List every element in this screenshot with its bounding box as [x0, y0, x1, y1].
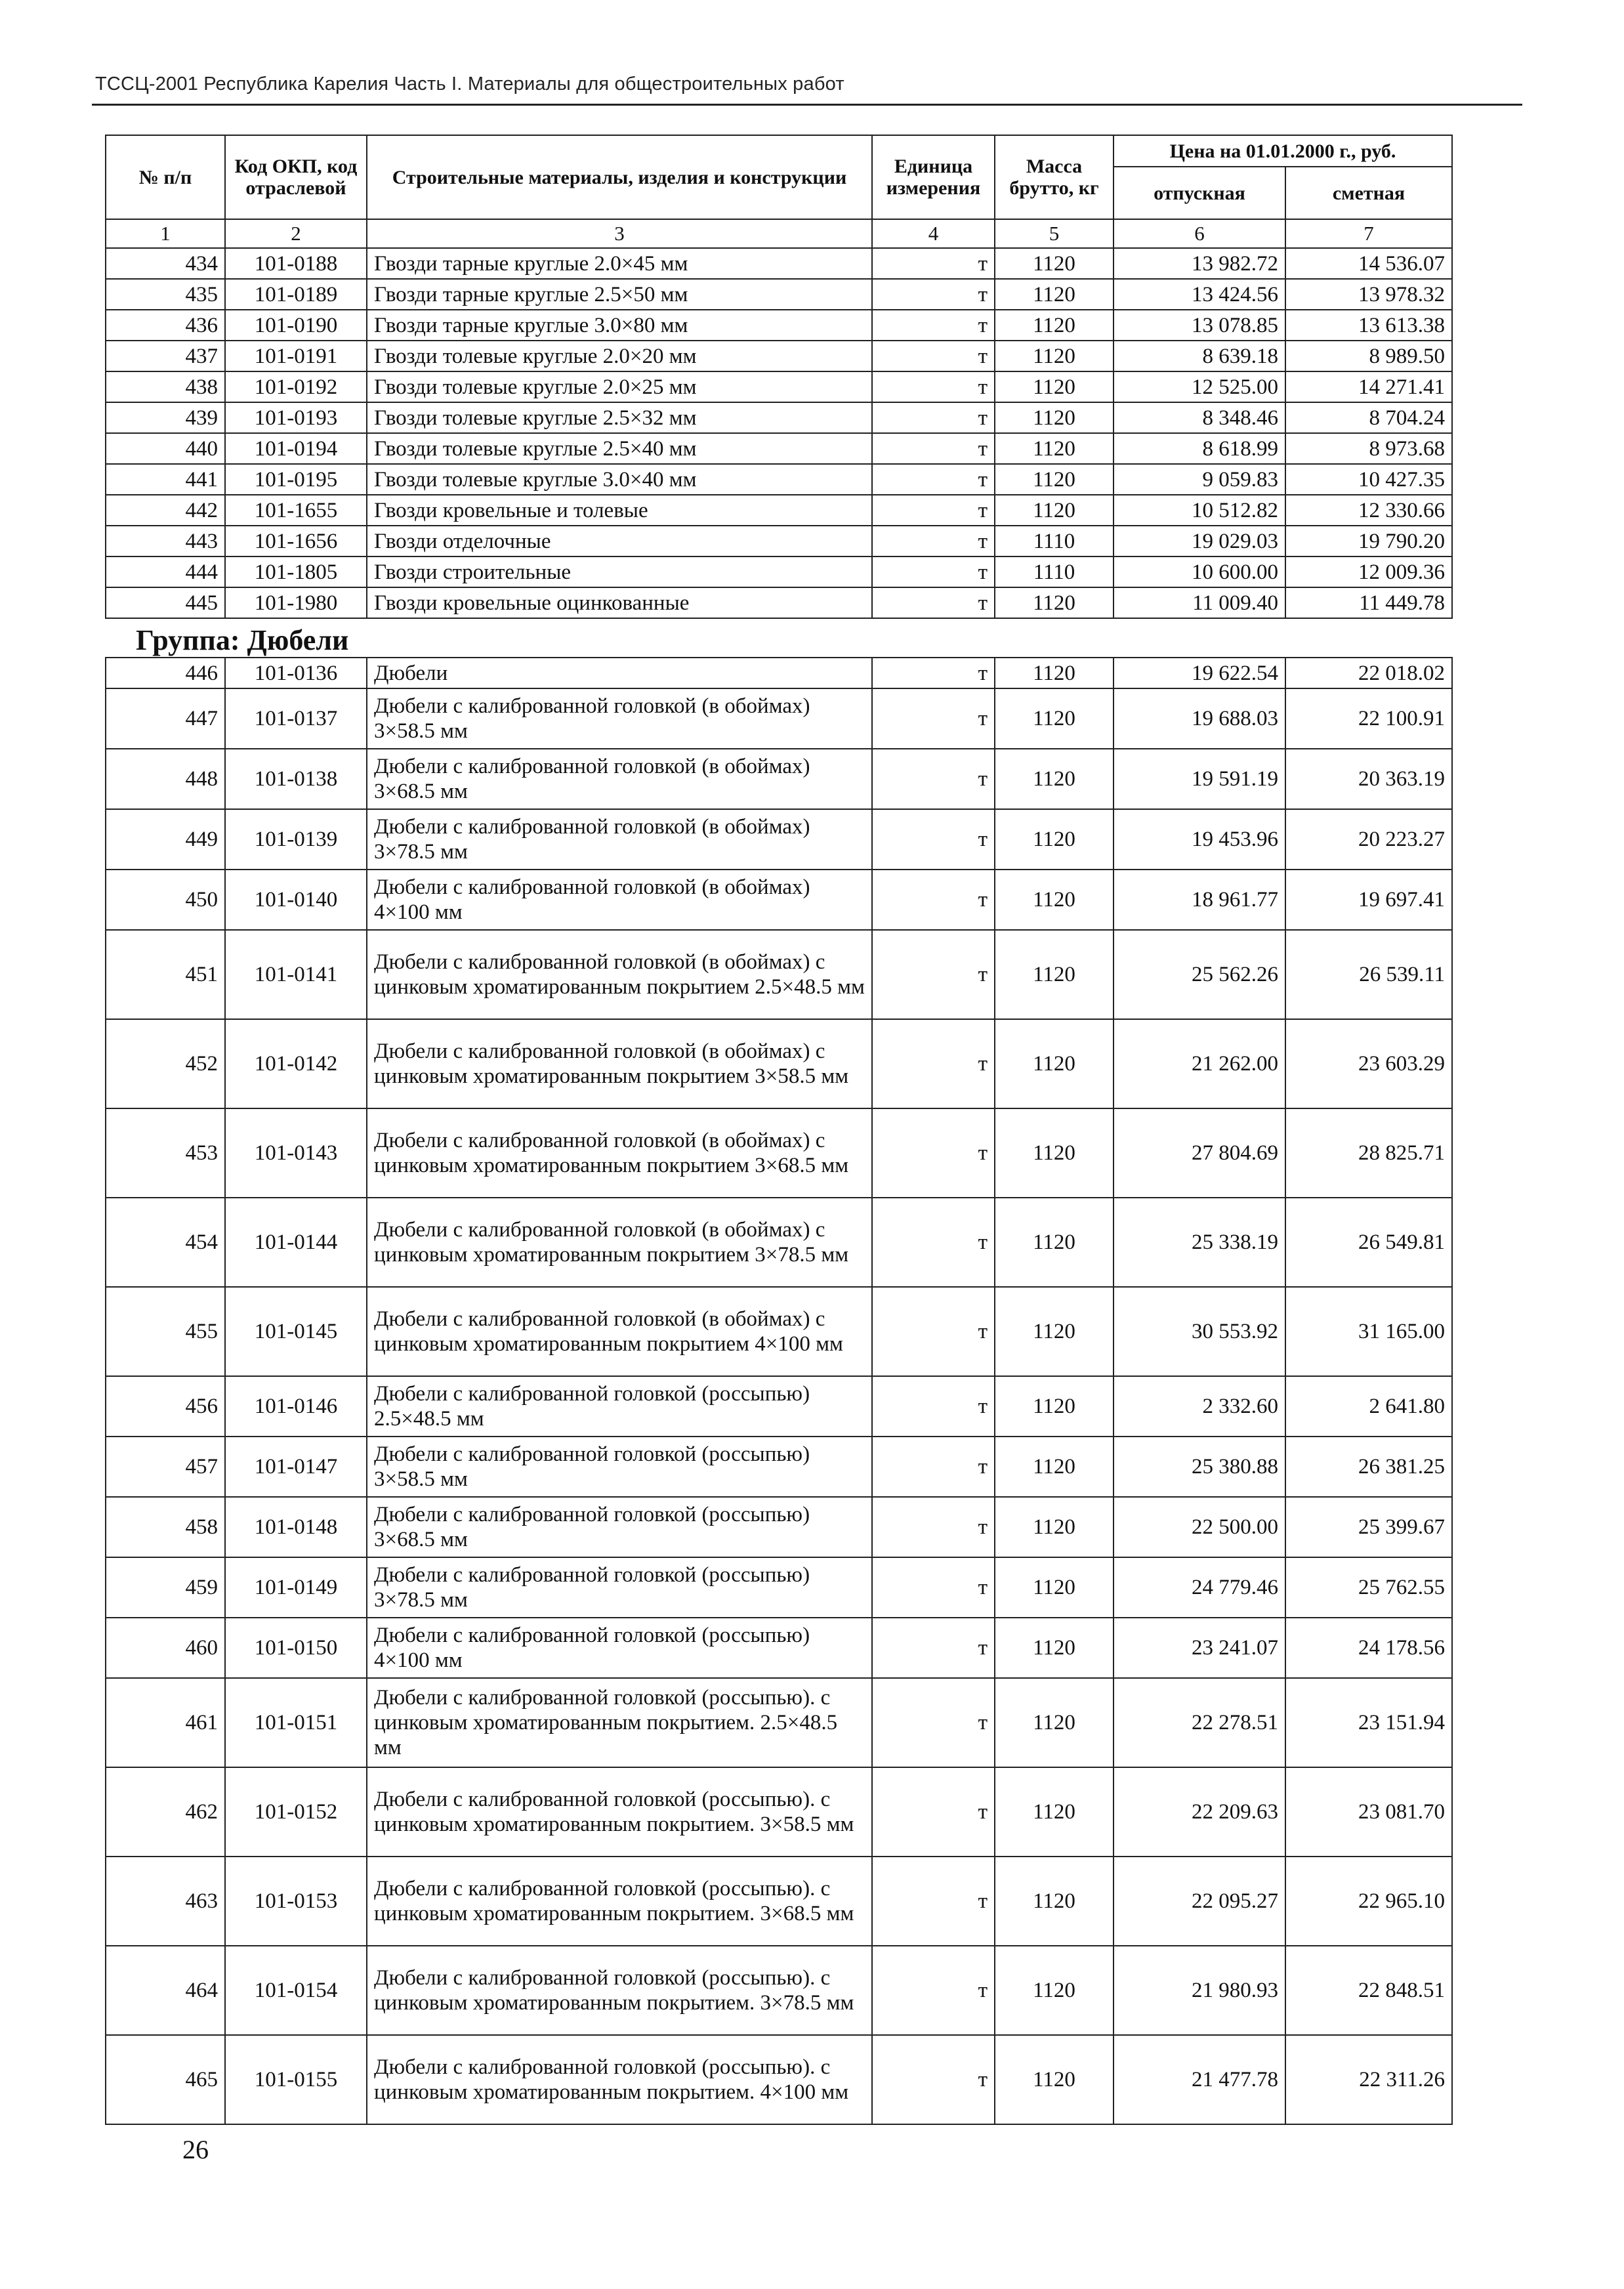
table-row [106, 341, 1452, 371]
gross-mass: 1120 [995, 1287, 1114, 1376]
gross-mass: 1120 [995, 870, 1114, 930]
price-estimate: 11 449.78 [1285, 587, 1452, 618]
price-estimate: 8 989.50 [1285, 341, 1452, 371]
price-release: 8 618.99 [1114, 433, 1285, 464]
material-name: Гвозди толевые круглые 3.0×40 мм [367, 464, 872, 495]
price-release: 25 338.19 [1114, 1198, 1285, 1287]
okp-code: 101-0138 [225, 749, 367, 809]
group-section [106, 618, 1452, 658]
gross-mass: 1120 [995, 1618, 1114, 1678]
column-number: 1 [106, 219, 225, 248]
row-number: 440 [106, 433, 225, 464]
material-name: Гвозди строительные [367, 556, 872, 587]
unit-of-measure: т [872, 1857, 995, 1946]
row-number: 460 [106, 1618, 225, 1678]
okp-code: 101-1805 [225, 556, 367, 587]
okp-code: 101-0152 [225, 1767, 367, 1857]
row-number: 441 [106, 464, 225, 495]
price-estimate: 25 762.55 [1285, 1557, 1452, 1618]
table-row [106, 1618, 1452, 1678]
row-number: 465 [106, 2035, 225, 2124]
okp-code: 101-0195 [225, 464, 367, 495]
price-estimate: 13 613.38 [1285, 310, 1452, 341]
price-estimate: 23 151.94 [1285, 1678, 1452, 1767]
gross-mass: 1120 [995, 248, 1114, 279]
gross-mass: 1120 [995, 371, 1114, 402]
gross-mass: 1120 [995, 1857, 1114, 1946]
row-number: 454 [106, 1198, 225, 1287]
unit-of-measure: т [872, 433, 995, 464]
price-estimate: 25 399.67 [1285, 1497, 1452, 1557]
material-name: Дюбели с калиброванной головкой (в обоймах) 4×100 мм [367, 870, 872, 930]
table-row [106, 1376, 1452, 1437]
price-estimate: 22 311.26 [1285, 2035, 1452, 2124]
gross-mass: 1120 [995, 930, 1114, 1019]
table-row [106, 809, 1452, 870]
row-number: 444 [106, 556, 225, 587]
price-estimate: 22 965.10 [1285, 1857, 1452, 1946]
unit-of-measure: т [872, 1497, 995, 1557]
material-name: Гвозди толевые круглые 2.0×25 мм [367, 371, 872, 402]
header-mass: Масса брутто, кг [995, 135, 1114, 219]
price-release: 13 424.56 [1114, 279, 1285, 310]
unit-of-measure: т [872, 495, 995, 526]
price-table [105, 135, 1453, 2125]
price-estimate: 20 363.19 [1285, 749, 1452, 809]
header-price-estimate: сметная [1285, 167, 1452, 219]
gross-mass: 1120 [995, 1108, 1114, 1198]
row-number: 463 [106, 1857, 225, 1946]
price-release: 19 453.96 [1114, 809, 1285, 870]
column-number-row [106, 219, 1452, 248]
okp-code: 101-0144 [225, 1198, 367, 1287]
gross-mass: 1120 [995, 2035, 1114, 2124]
column-number: 6 [1114, 219, 1285, 248]
okp-code: 101-1980 [225, 587, 367, 618]
okp-code: 101-0136 [225, 658, 367, 688]
gross-mass: 1120 [995, 495, 1114, 526]
material-name: Дюбели с калиброванной головкой (россыпью) 2.5×48.5 мм [367, 1376, 872, 1437]
price-release: 21 477.78 [1114, 2035, 1285, 2124]
price-estimate: 22 018.02 [1285, 658, 1452, 688]
gross-mass: 1120 [995, 433, 1114, 464]
gross-mass: 1120 [995, 1767, 1114, 1857]
row-number: 456 [106, 1376, 225, 1437]
price-release: 11 009.40 [1114, 587, 1285, 618]
price-release: 27 804.69 [1114, 1108, 1285, 1198]
group-title: Группа: Дюбели [106, 618, 1452, 658]
gross-mass: 1120 [995, 402, 1114, 433]
material-name: Дюбели с калиброванной головкой (россыпью). с цинковым хроматированным покрытием. 2.5×48.5 мм [367, 1678, 872, 1767]
table-row [106, 658, 1452, 688]
okp-code: 101-0147 [225, 1437, 367, 1497]
price-estimate: 20 223.27 [1285, 809, 1452, 870]
material-name: Дюбели с калиброванной головкой (в обоймах) с цинковым хроматированным покрытием 2.5×48.5 мм [367, 930, 872, 1019]
gross-mass: 1120 [995, 341, 1114, 371]
table-row [106, 248, 1452, 279]
unit-of-measure: т [872, 809, 995, 870]
okp-code: 101-0143 [225, 1108, 367, 1198]
price-release: 9 059.83 [1114, 464, 1285, 495]
price-release: 25 562.26 [1114, 930, 1285, 1019]
okp-code: 101-0193 [225, 402, 367, 433]
gross-mass: 1120 [995, 464, 1114, 495]
row-number: 459 [106, 1557, 225, 1618]
table-row [106, 1019, 1452, 1108]
row-number: 451 [106, 930, 225, 1019]
price-estimate: 23 603.29 [1285, 1019, 1452, 1108]
price-estimate: 14 271.41 [1285, 371, 1452, 402]
row-number: 453 [106, 1108, 225, 1198]
price-estimate: 12 330.66 [1285, 495, 1452, 526]
table-row [106, 587, 1452, 618]
row-number: 434 [106, 248, 225, 279]
row-number: 446 [106, 658, 225, 688]
table-row [106, 371, 1452, 402]
unit-of-measure: т [872, 587, 995, 618]
unit-of-measure: т [872, 930, 995, 1019]
row-number: 447 [106, 688, 225, 749]
nails-rows [106, 248, 1452, 618]
gross-mass: 1120 [995, 279, 1114, 310]
unit-of-measure: т [872, 688, 995, 749]
gross-mass: 1120 [995, 658, 1114, 688]
column-number: 7 [1285, 219, 1452, 248]
gross-mass: 1120 [995, 1437, 1114, 1497]
okp-code: 101-1655 [225, 495, 367, 526]
material-name: Дюбели с калиброванной головкой (в обоймах) 3×58.5 мм [367, 688, 872, 749]
header-price-group: Цена на 01.01.2000 г., руб. [1114, 135, 1452, 167]
okp-code: 101-0140 [225, 870, 367, 930]
unit-of-measure: т [872, 1946, 995, 2035]
price-release: 19 688.03 [1114, 688, 1285, 749]
unit-of-measure: т [872, 1437, 995, 1497]
table-row [106, 2035, 1452, 2124]
gross-mass: 1110 [995, 556, 1114, 587]
table-row [106, 402, 1452, 433]
gross-mass: 1120 [995, 1497, 1114, 1557]
price-estimate: 22 100.91 [1285, 688, 1452, 749]
row-number: 443 [106, 526, 225, 556]
price-release: 10 512.82 [1114, 495, 1285, 526]
material-name: Гвозди тарные круглые 3.0×80 мм [367, 310, 872, 341]
gross-mass: 1120 [995, 1678, 1114, 1767]
material-name: Дюбели с калиброванной головкой (россыпью). с цинковым хроматированным покрытием. 4×100 мм [367, 2035, 872, 2124]
unit-of-measure: т [872, 371, 995, 402]
table-row [106, 464, 1452, 495]
price-release: 22 209.63 [1114, 1767, 1285, 1857]
price-release: 21 980.93 [1114, 1946, 1285, 2035]
header-num: № п/п [106, 135, 225, 219]
unit-of-measure: т [872, 1198, 995, 1287]
unit-of-measure: т [872, 2035, 995, 2124]
page-header-title: ТССЦ-2001 Республика Карелия Часть I. Материалы для общестроительных работ [95, 74, 844, 94]
table-row [106, 433, 1452, 464]
material-name: Гвозди толевые круглые 2.5×32 мм [367, 402, 872, 433]
material-name: Гвозди кровельные оцинкованные [367, 587, 872, 618]
price-estimate: 13 978.32 [1285, 279, 1452, 310]
unit-of-measure: т [872, 1767, 995, 1857]
gross-mass: 1120 [995, 587, 1114, 618]
unit-of-measure: т [872, 870, 995, 930]
material-name: Гвозди тарные круглые 2.5×50 мм [367, 279, 872, 310]
material-name: Дюбели с калиброванной головкой (в обоймах) с цинковым хроматированным покрытием 3×58.5 мм [367, 1019, 872, 1108]
okp-code: 101-0149 [225, 1557, 367, 1618]
material-name: Дюбели с калиброванной головкой (россыпью). с цинковым хроматированным покрытием. 3×78.5 мм [367, 1946, 872, 2035]
okp-code: 101-0191 [225, 341, 367, 371]
gross-mass: 1110 [995, 526, 1114, 556]
price-release: 8 639.18 [1114, 341, 1285, 371]
material-name: Гвозди толевые круглые 2.5×40 мм [367, 433, 872, 464]
material-name: Дюбели с калиброванной головкой (россыпью) 3×68.5 мм [367, 1497, 872, 1557]
price-estimate: 26 539.11 [1285, 930, 1452, 1019]
table-row [106, 1857, 1452, 1946]
material-name: Дюбели [367, 658, 872, 688]
price-estimate: 8 973.68 [1285, 433, 1452, 464]
table-row [106, 495, 1452, 526]
unit-of-measure: т [872, 464, 995, 495]
unit-of-measure: т [872, 526, 995, 556]
price-estimate: 10 427.35 [1285, 464, 1452, 495]
table-row [106, 870, 1452, 930]
gross-mass: 1120 [995, 688, 1114, 749]
okp-code: 101-0153 [225, 1857, 367, 1946]
material-name: Дюбели с калиброванной головкой (россыпью). с цинковым хроматированным покрытием. 3×68.5 мм [367, 1857, 872, 1946]
price-release: 18 961.77 [1114, 870, 1285, 930]
unit-of-measure: т [872, 1108, 995, 1198]
header-price-release: отпускная [1114, 167, 1285, 219]
price-release: 19 029.03 [1114, 526, 1285, 556]
table-row [106, 1946, 1452, 2035]
okp-code: 101-0148 [225, 1497, 367, 1557]
okp-code: 101-0192 [225, 371, 367, 402]
row-number: 437 [106, 341, 225, 371]
table-row [106, 1287, 1452, 1376]
unit-of-measure: т [872, 1376, 995, 1437]
header-unit: Единица измерения [872, 135, 995, 219]
gross-mass: 1120 [995, 809, 1114, 870]
okp-code: 101-0194 [225, 433, 367, 464]
row-number: 435 [106, 279, 225, 310]
material-name: Гвозди отделочные [367, 526, 872, 556]
price-estimate: 26 381.25 [1285, 1437, 1452, 1497]
table-row [106, 930, 1452, 1019]
header-rule [92, 104, 1522, 106]
table-row [106, 688, 1452, 749]
unit-of-measure: т [872, 310, 995, 341]
unit-of-measure: т [872, 402, 995, 433]
okp-code: 101-0154 [225, 1946, 367, 2035]
price-estimate: 14 536.07 [1285, 248, 1452, 279]
gross-mass: 1120 [995, 310, 1114, 341]
okp-code: 101-0145 [225, 1287, 367, 1376]
table-row [106, 526, 1452, 556]
gross-mass: 1120 [995, 1557, 1114, 1618]
price-release: 19 591.19 [1114, 749, 1285, 809]
price-release: 30 553.92 [1114, 1287, 1285, 1376]
gross-mass: 1120 [995, 1019, 1114, 1108]
price-estimate: 19 790.20 [1285, 526, 1452, 556]
table-row [106, 1767, 1452, 1857]
material-name: Дюбели с калиброванной головкой (россыпью) 4×100 мм [367, 1618, 872, 1678]
okp-code: 101-0146 [225, 1376, 367, 1437]
unit-of-measure: т [872, 556, 995, 587]
row-number: 445 [106, 587, 225, 618]
price-release: 13 982.72 [1114, 248, 1285, 279]
table-row [106, 1198, 1452, 1287]
table-row [106, 279, 1452, 310]
okp-code: 101-0137 [225, 688, 367, 749]
unit-of-measure: т [872, 1678, 995, 1767]
price-estimate: 22 848.51 [1285, 1946, 1452, 2035]
unit-of-measure: т [872, 749, 995, 809]
price-estimate: 2 641.80 [1285, 1376, 1452, 1437]
unit-of-measure: т [872, 1019, 995, 1108]
price-release: 8 348.46 [1114, 402, 1285, 433]
column-number: 2 [225, 219, 367, 248]
unit-of-measure: т [872, 279, 995, 310]
gross-mass: 1120 [995, 1946, 1114, 2035]
row-number: 439 [106, 402, 225, 433]
column-number: 5 [995, 219, 1114, 248]
material-name: Гвозди тарные круглые 2.0×45 мм [367, 248, 872, 279]
price-estimate: 23 081.70 [1285, 1767, 1452, 1857]
table-row [106, 310, 1452, 341]
price-estimate: 19 697.41 [1285, 870, 1452, 930]
unit-of-measure: т [872, 248, 995, 279]
table-row [106, 1678, 1452, 1767]
unit-of-measure: т [872, 1618, 995, 1678]
unit-of-measure: т [872, 1287, 995, 1376]
group-row [106, 618, 1452, 658]
price-release: 23 241.07 [1114, 1618, 1285, 1678]
row-number: 449 [106, 809, 225, 870]
row-number: 436 [106, 310, 225, 341]
price-estimate: 28 825.71 [1285, 1108, 1452, 1198]
row-number: 438 [106, 371, 225, 402]
okp-code: 101-1656 [225, 526, 367, 556]
table-row [106, 749, 1452, 809]
material-name: Дюбели с калиброванной головкой (в обоймах) 3×68.5 мм [367, 749, 872, 809]
header-code: Код ОКП, код отраслевой [225, 135, 367, 219]
okp-code: 101-0141 [225, 930, 367, 1019]
price-release: 10 600.00 [1114, 556, 1285, 587]
unit-of-measure: т [872, 341, 995, 371]
row-number: 461 [106, 1678, 225, 1767]
gross-mass: 1120 [995, 1198, 1114, 1287]
price-release: 22 095.27 [1114, 1857, 1285, 1946]
row-number: 457 [106, 1437, 225, 1497]
price-release: 19 622.54 [1114, 658, 1285, 688]
price-release: 21 262.00 [1114, 1019, 1285, 1108]
material-name: Гвозди толевые круглые 2.0×20 мм [367, 341, 872, 371]
material-name: Дюбели с калиброванной головкой (в обоймах) с цинковым хроматированным покрытием 3×78.5 мм [367, 1198, 872, 1287]
okp-code: 101-0151 [225, 1678, 367, 1767]
okp-code: 101-0142 [225, 1019, 367, 1108]
price-estimate: 12 009.36 [1285, 556, 1452, 587]
row-number: 450 [106, 870, 225, 930]
column-number: 4 [872, 219, 995, 248]
row-number: 464 [106, 1946, 225, 2035]
column-number: 3 [367, 219, 872, 248]
price-release: 22 278.51 [1114, 1678, 1285, 1767]
price-estimate: 26 549.81 [1285, 1198, 1452, 1287]
header-name: Строительные материалы, изделия и конструкции [367, 135, 872, 219]
row-number: 442 [106, 495, 225, 526]
material-name: Гвозди кровельные и толевые [367, 495, 872, 526]
okp-code: 101-0150 [225, 1618, 367, 1678]
price-release: 2 332.60 [1114, 1376, 1285, 1437]
material-name: Дюбели с калиброванной головкой (в обоймах) с цинковым хроматированным покрытием 4×100 мм [367, 1287, 872, 1376]
page-number: 26 [182, 2135, 209, 2164]
okp-code: 101-0189 [225, 279, 367, 310]
price-release: 24 779.46 [1114, 1557, 1285, 1618]
material-name: Дюбели с калиброванной головкой (россыпью) 3×58.5 мм [367, 1437, 872, 1497]
okp-code: 101-0190 [225, 310, 367, 341]
price-release: 13 078.85 [1114, 310, 1285, 341]
row-number: 458 [106, 1497, 225, 1557]
material-name: Дюбели с калиброванной головкой (россыпью). с цинковым хроматированным покрытием. 3×58.5 мм [367, 1767, 872, 1857]
table-row [106, 1437, 1452, 1497]
dowel-rows [106, 658, 1452, 2124]
row-number: 462 [106, 1767, 225, 1857]
row-number: 448 [106, 749, 225, 809]
unit-of-measure: т [872, 1557, 995, 1618]
material-name: Дюбели с калиброванной головкой (в обоймах) с цинковым хроматированным покрытием 3×68.5 мм [367, 1108, 872, 1198]
table-row [106, 1497, 1452, 1557]
price-estimate: 31 165.00 [1285, 1287, 1452, 1376]
row-number: 455 [106, 1287, 225, 1376]
material-name: Дюбели с калиброванной головкой (россыпью) 3×78.5 мм [367, 1557, 872, 1618]
table-row [106, 1557, 1452, 1618]
table-header [106, 135, 1452, 248]
okp-code: 101-0139 [225, 809, 367, 870]
material-name: Дюбели с калиброванной головкой (в обоймах) 3×78.5 мм [367, 809, 872, 870]
table-row [106, 1108, 1452, 1198]
price-release: 22 500.00 [1114, 1497, 1285, 1557]
okp-code: 101-0188 [225, 248, 367, 279]
price-release: 25 380.88 [1114, 1437, 1285, 1497]
table-row [106, 556, 1452, 587]
gross-mass: 1120 [995, 749, 1114, 809]
gross-mass: 1120 [995, 1376, 1114, 1437]
unit-of-measure: т [872, 658, 995, 688]
price-release: 12 525.00 [1114, 371, 1285, 402]
price-estimate: 8 704.24 [1285, 402, 1452, 433]
price-estimate: 24 178.56 [1285, 1618, 1452, 1678]
okp-code: 101-0155 [225, 2035, 367, 2124]
row-number: 452 [106, 1019, 225, 1108]
